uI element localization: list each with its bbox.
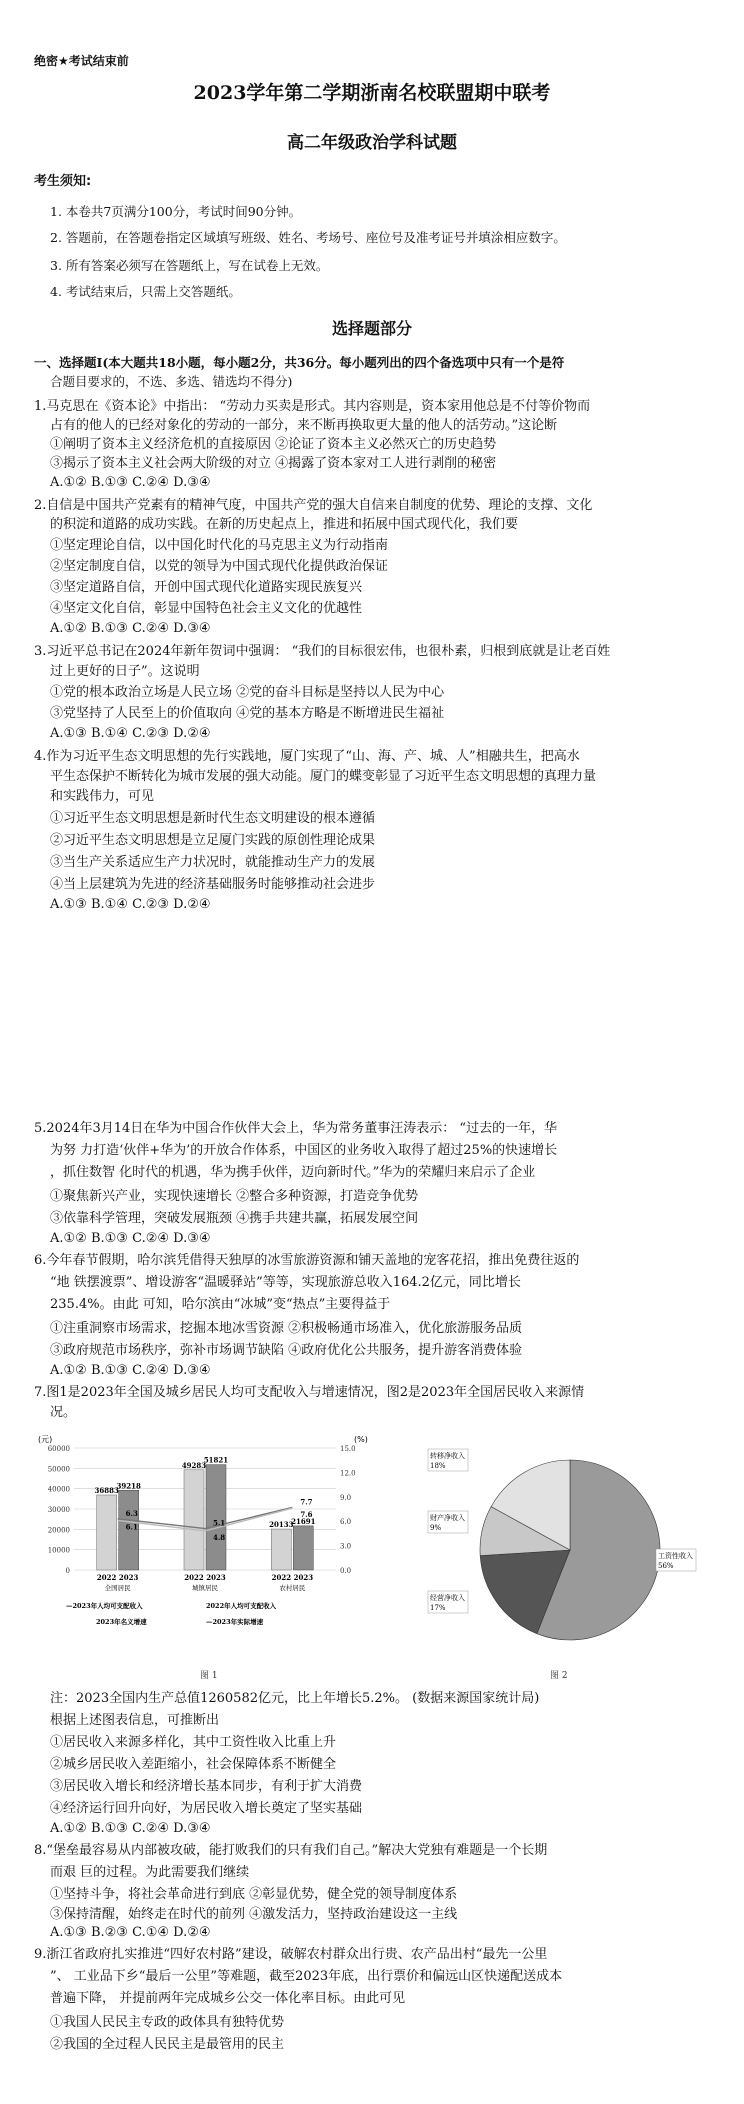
question-7-option: ②城乡居民收入差距缩小，社会保障体系不断健全 xyxy=(50,1757,337,1772)
question-8-stem: 而艰 巨的过程。为此需要我们继续 xyxy=(50,1865,250,1880)
question-7-option: ④经济运行回升向好，为居民收入增长奠定了坚实基础 xyxy=(50,1801,363,1816)
x-group-label: 城镇居民 xyxy=(192,1584,218,1592)
question-4-option: ③当生产关系适应生产力状况时，就能推动生产力的发展 xyxy=(50,855,376,870)
question-5-stem: 为努 力打造‘伙伴+华为’的开放合作体系，中国区的业务收入取得了超过25%的快速增长 xyxy=(50,1143,558,1158)
question-2-option: ④坚定文化自信，彰显中国特色社会主义文化的优越性 xyxy=(50,601,363,616)
real-growth-line xyxy=(118,1508,293,1531)
question-3-stem: 过上更好的日子”。这说明 xyxy=(50,664,200,679)
y-tick-label: 20000 xyxy=(47,1526,70,1535)
question-7-stem: 况。 xyxy=(50,1405,77,1420)
pie-label: 经营净收入 xyxy=(430,1594,465,1602)
section-intro: 一、选择题Ⅰ(本大题共18小题，每小题2分，共36分。每小题列出的四个备选项中只有一个是符 xyxy=(34,355,565,370)
question-4-stem: 平生态保护不断转化为城市发展的强大动能。厦门的蝶变彰显了习近平生态文明思想的真理力量 xyxy=(50,769,597,784)
notice-item: 3. 所有答案必须写在答题纸上，写在试卷上无效。 xyxy=(50,258,329,273)
notice-item: 2. 答题前，在答题卷指定区域填写班级、姓名、考场号、座位号及准考证号并填涂相应数字。 xyxy=(50,230,566,245)
y-tick-label: 10000 xyxy=(47,1546,70,1555)
x-group-label: 全国居民 xyxy=(104,1584,131,1592)
y-tick-label: 50000 xyxy=(47,1465,70,1474)
exam-subtitle: 高二年级政治学科试题 xyxy=(287,133,457,153)
chart-left-unit: (元) xyxy=(38,1435,53,1444)
real-growth-label: 7.6 xyxy=(300,1510,313,1520)
legend-label: 2023年名义增速 xyxy=(96,1618,147,1626)
question-6-stem: 6.今年春节假期，哈尔滨凭借得天独厚的冰雪旅游资源和铺天盖地的宠客花招，推出免费往返的 xyxy=(34,1253,580,1268)
question-8-stem: 8.“堡垒最容易从内部被攻破，能打败我们的只有我们自己。”解决大党独有难题是一个长期 xyxy=(34,1843,548,1858)
x-year-label: 2023 xyxy=(118,1573,139,1582)
confidential-mark: 绝密★考试结束前 xyxy=(34,54,129,68)
real-growth-label: 4.8 xyxy=(213,1532,226,1542)
question-2-option: ③坚定道路自信，开创中国式现代化道路实现民族复兴 xyxy=(50,580,363,595)
question-4-answers: A.①③ B.①④ C.②③ D.②④ xyxy=(50,897,211,912)
question-7-stem: 根据上述图表信息，可推断出 xyxy=(50,1713,220,1728)
question-1-stem: 占有的他人的已经对象化的劳动的一部分，来不断再换取更大量的他人的活劳动。”这论断 xyxy=(50,418,558,433)
figure-1-caption: 图 1 xyxy=(200,1671,218,1681)
chart-right-unit: (%) xyxy=(354,1435,368,1444)
bar-value-label: 36883 xyxy=(94,1486,119,1496)
income-chart xyxy=(36,1430,376,1635)
question-3-option: ③党坚持了人民至上的价值取向 ④党的基本方略是不断增进民生福祉 xyxy=(50,706,445,721)
nominal-growth-label: 5.1 xyxy=(213,1518,226,1528)
bar-2022 xyxy=(97,1495,117,1570)
nominal-growth-label: 6.3 xyxy=(125,1508,138,1518)
question-1-answers: A.①② B.①③ C.②④ D.③④ xyxy=(50,475,211,490)
pie-value-label: 9% xyxy=(430,1524,442,1532)
question-7-note: 注：2023全国内生产总值1260582亿元，比上年增长5.2%。 (数据来源国家统计局) xyxy=(50,1691,540,1706)
pie-label: 转移净收入 xyxy=(430,1452,465,1460)
question-4-stem: 4.作为习近平生态文明思想的先行实践地，厦门实现了“山、海、产、城、人”相融共生，把高水 xyxy=(34,749,580,764)
x-group-label: 农村居民 xyxy=(279,1584,306,1592)
question-1-option: ①阐明了资本主义经济危机的直接原因 ②论证了资本主义必然灭亡的历史趋势 xyxy=(50,437,497,452)
x-year-label: 2022 xyxy=(271,1573,292,1582)
question-3-answers: A.①③ B.①④ C.②③ D.②④ xyxy=(50,726,211,741)
question-1-option: ③揭示了资本主义社会两大阶级的对立 ④揭露了资本家对工人进行剥削的秘密 xyxy=(50,456,497,471)
pie-value-label: 56% xyxy=(658,1562,674,1570)
y-tick-label: 0 xyxy=(65,1567,70,1575)
question-6-stem: “地 铁摆渡票”、增设游客“温暖驿站”等等，实现旅游总收入164.2亿元，同比增长 xyxy=(50,1275,521,1290)
question-5-answers: A.①② B.①③ C.②④ D.③④ xyxy=(50,1231,211,1246)
exam-title: 2023学年第二学期浙南名校联盟期中联考 xyxy=(193,82,551,104)
question-8-answers: A.①③ B.②③ C.①④ D.②④ xyxy=(50,1925,211,1940)
nominal-growth-line xyxy=(118,1507,293,1528)
question-4-option: ②习近平生态文明思想是立足厦门实践的原创性理论成果 xyxy=(50,833,376,848)
question-5-option: ①聚焦新兴产业，实现快速增长 ②整合多种资源，打造竞争优势 xyxy=(50,1189,419,1204)
bar-2022 xyxy=(184,1470,204,1570)
section-intro: 合题目要求的，不选、多选、错选均不得分) xyxy=(50,374,293,389)
figure-2-caption: 图 2 xyxy=(550,1671,568,1681)
question-4-stem: 和实践伟力，可见 xyxy=(50,789,155,804)
question-6-answers: A.①② B.①③ C.②④ D.③④ xyxy=(50,1363,211,1378)
legend-label: —2023年实际增速 xyxy=(206,1618,264,1626)
bar-2022 xyxy=(271,1529,291,1570)
x-year-label: 2022 xyxy=(184,1573,204,1582)
bar-value-label: 49283 xyxy=(181,1460,207,1470)
question-1-stem: 1.马克思在《资本论》中指出： “劳动力买卖是形式。其内容则是，资本家用他总是不付等价物而 xyxy=(34,399,591,414)
question-7-answers: A.①② B.①③ C.②④ D.③④ xyxy=(50,1821,211,1836)
question-4-option: ④当上层建筑为先进的经济基础服务时能够推动社会进步 xyxy=(50,877,376,892)
question-9-stem: 普遍下降， 并提前两年完成城乡公交一体化率目标。由此可见 xyxy=(50,1991,406,2006)
question-5-stem: ，抓住数智 化时代的机遇，华为携手伙伴，迈向新时代。”华为的荣耀归来启示了企业 xyxy=(50,1165,536,1180)
question-8-option: ①坚持斗争，将社会革命进行到底 ②彰显优势，健全党的领导制度体系 xyxy=(50,1887,458,1902)
pie-value-label: 18% xyxy=(430,1462,446,1470)
question-2-option: ①坚定理论自信，以中国化时代化的马克思主义为行动指南 xyxy=(50,538,389,553)
y-tick-label: 60000 xyxy=(47,1445,70,1453)
bar-value-label: 21691 xyxy=(291,1516,316,1526)
question-7-option: ③居民收入增长和经济增长基本同步，有利于扩大消费 xyxy=(50,1779,363,1794)
question-3-option: ①党的根本政治立场是人民立场 ②党的奋斗目标是坚持以人民为中心 xyxy=(50,685,445,700)
y2-tick-label: 12.0 xyxy=(340,1469,356,1478)
question-7-stem: 7.图1是2023年全国及城乡居民人均可支配收入与增速情况，图2是2023年全国居民收入来源情 xyxy=(34,1385,585,1400)
x-year-label: 2023 xyxy=(293,1573,314,1582)
question-5-stem: 5.2024年3月14日在华为中国合作伙伴大会上，华为常务董事汪涛表示： “过去的一年，华 xyxy=(34,1121,558,1136)
bar-value-label: 51821 xyxy=(203,1455,229,1465)
y-tick-label: 30000 xyxy=(47,1506,70,1514)
question-5-option: ③依靠科学管理，突破发展瓶颈 ④携手共建共赢，拓展发展空间 xyxy=(50,1211,419,1226)
y2-tick-label: 9.0 xyxy=(340,1493,352,1502)
legend-label: —2023年人均可支配收入 xyxy=(66,1602,143,1610)
question-2-answers: A.①② B.①③ C.②④ D.③④ xyxy=(50,621,211,636)
pie-label: 财产净收入 xyxy=(430,1514,465,1522)
y2-tick-label: 15.0 xyxy=(340,1445,356,1453)
question-4-option: ①习近平生态文明思想是新时代生态文明建设的根本遵循 xyxy=(50,811,376,826)
real-growth-label: 6.1 xyxy=(125,1522,138,1532)
question-7-option: ①居民收入来源多样化，其中工资性收入比重上升 xyxy=(50,1735,337,1750)
notice-heading: 考生须知: xyxy=(34,174,92,189)
y2-tick-label: 3.0 xyxy=(340,1542,352,1551)
question-9-stem: 9.浙江省政府扎实推进“四好农村路”建设，破解农村群众出行贵、农产品出村“最先一公里 xyxy=(34,1947,548,1962)
bar-2023 xyxy=(293,1526,313,1570)
section-title: 选择题部分 xyxy=(331,319,412,338)
question-3-stem: 3.习近平总书记在2024年新年贺词中强调： “我们的目标很宏伟，也很朴素，归根到底就是让老百姓 xyxy=(34,644,611,659)
pie-value-label: 17% xyxy=(430,1604,446,1612)
bar-value-label: 39218 xyxy=(116,1481,141,1491)
bar-2023 xyxy=(206,1465,226,1570)
pie-label: 工资性收入 xyxy=(658,1552,693,1560)
y2-tick-label: 0.0 xyxy=(340,1567,352,1575)
question-2-stem: 2.自信是中国共产党素有的精神气度，中国共产党的强大自信来自制度的优势、理论的支撑、文化 xyxy=(34,498,593,513)
question-8-option: ③保持清醒，始终走在时代的前列 ④激发活力，坚持政治建设这一主线 xyxy=(50,1907,458,1922)
y2-tick-label: 6.0 xyxy=(340,1518,352,1527)
question-6-option: ③政府规范市场秩序，弥补市场调节缺陷 ④政府优化公共服务，提升游客消费体验 xyxy=(50,1343,523,1358)
nominal-growth-label: 7.7 xyxy=(300,1497,313,1507)
x-year-label: 2023 xyxy=(206,1573,226,1582)
income-source-pie xyxy=(410,1440,710,1650)
question-6-option: ①注重洞察市场需求，挖掘本地冰雪资源 ②积极畅通市场准入，优化旅游服务品质 xyxy=(50,1321,523,1336)
question-6-stem: 235.4%。由此 可知，哈尔滨由“冰城”变“热点”主要得益于 xyxy=(50,1297,391,1312)
notice-item: 4. 考试结束后，只需上交答题纸。 xyxy=(50,284,241,299)
question-2-option: ②坚定制度自信，以党的领导为中国式现代化提供政治保证 xyxy=(50,559,389,574)
y-tick-label: 40000 xyxy=(47,1485,70,1494)
question-2-stem: 的积淀和道路的成功实践。在新的历史起点上，推进和拓展中国式现代化，我们要 xyxy=(50,517,519,532)
legend-label: 2022年人均可支配收入 xyxy=(206,1602,277,1610)
notice-item: 1. 本卷共7页满分100分，考试时间90分钟。 xyxy=(50,204,302,219)
x-year-label: 2022 xyxy=(96,1573,117,1582)
bar-value-label: 20133 xyxy=(269,1520,294,1530)
question-9-stem: ”、 工业品下乡“最后一公里”等难题，截至2023年底，出行票价和偏远山区快递配送成本 xyxy=(50,1969,563,1984)
question-9-option: ①我国人民民主专政的政体具有独特优势 xyxy=(50,2015,285,2030)
question-9-option: ②我国的全过程人民民主是最管用的民主 xyxy=(50,2037,285,2052)
